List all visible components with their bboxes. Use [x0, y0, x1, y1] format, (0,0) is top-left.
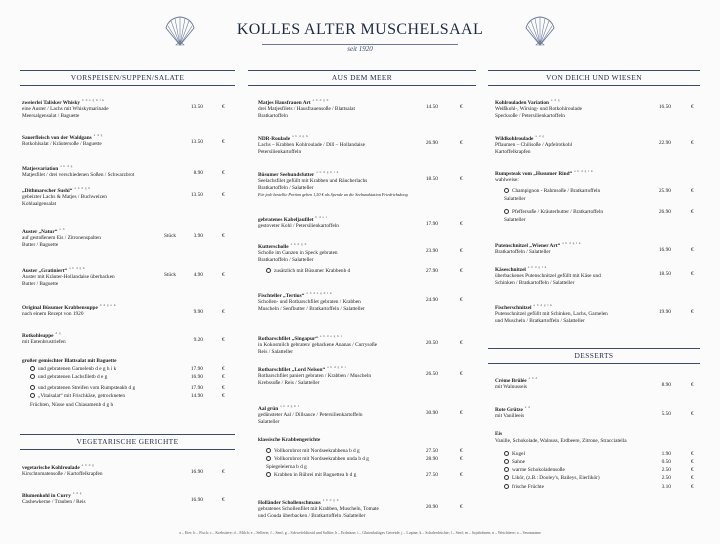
item-description: Lachs – Krabben Kohlroulade / Dill – Hollandaise — [258, 142, 365, 149]
sub-option-text: und gebratenen Garnelen — [38, 366, 92, 372]
euro-sign: € — [691, 459, 694, 465]
item-name: Blumenkohl in Curry — [22, 492, 71, 499]
menu-item — [258, 214, 426, 230]
euro-sign: € — [222, 496, 225, 503]
sub-option — [504, 217, 525, 224]
euro-sign: € — [691, 139, 694, 146]
item-description: Weißkohl-, Wirsing- und Rotkohlroulade — [495, 106, 582, 113]
menu-item — [495, 404, 655, 420]
item-price: 18.50 — [425, 175, 438, 182]
allergen-codes: a d g — [72, 491, 82, 495]
euro-sign: € — [691, 381, 694, 388]
item-description: gebratenes Schollenfilet mit Krabben, Muscheln, Tomate — [258, 506, 379, 513]
allergen-codes: a b d g — [81, 463, 95, 467]
sub-option — [266, 464, 307, 471]
sub-option — [266, 472, 356, 479]
allergen-codes: a b d g — [60, 164, 73, 168]
item-description: Kohlaalgensalat — [22, 200, 57, 207]
item-name: „Dithmarscher Sushi“ — [22, 187, 73, 194]
item-description: in Kokosmilch gebraten/ gebackene Ananas / Currysoße — [258, 342, 378, 349]
item-price: 16.90 — [190, 496, 203, 503]
item-description: Specksoße / Petersilienkartoffeln — [495, 112, 565, 119]
euro-sign: € — [222, 169, 225, 176]
item-name: klassische Krabbengerichte — [258, 437, 321, 443]
item-description: gestoveter Kohl / Petersilienkartoffeln — [258, 223, 339, 230]
allergen-codes: a b d g i k — [527, 265, 547, 269]
section-heading-vegetarisch: VEGETARISCHE GERICHTE — [20, 434, 235, 450]
item-description: und Gouda überbacken / Bratkartoffeln /Salatteller — [258, 512, 366, 519]
euro-sign: € — [460, 370, 463, 377]
euro-sign: € — [222, 336, 225, 343]
allergen-codes: a b d g h — [292, 134, 309, 138]
sub-option-price: 3.10 — [661, 484, 671, 490]
allergen-codes: a d g — [550, 98, 561, 102]
allergen-codes: a b d g h — [74, 186, 91, 190]
sub-option — [504, 196, 525, 203]
item-name: Auster „Gratiniert“ — [22, 267, 68, 274]
sub-option — [30, 402, 113, 409]
allergen-codes: a b d g — [341, 472, 357, 478]
sub-option-price: 17.90 — [190, 366, 203, 372]
item-name: Aal grün — [258, 405, 279, 412]
item-description: Butter / Baguette — [22, 241, 59, 248]
allergen-codes: a b d g i k — [562, 241, 582, 245]
sub-option — [30, 385, 135, 392]
item-price: 13.50 — [190, 138, 203, 145]
item-description: Salatteller — [258, 418, 280, 425]
euro-sign: € — [460, 409, 463, 416]
item-description: Seelachsfilet gefüllt mit Krabben und Räucherlachs — [258, 178, 368, 185]
sub-option-price: 14.90 — [190, 393, 203, 399]
allergen-codes: a b d g — [292, 464, 307, 470]
item-price: 26.90 — [425, 139, 438, 146]
euro-sign: € — [691, 209, 694, 215]
sub-option-price: 27.90 — [425, 268, 438, 274]
bullet-icon — [30, 374, 35, 379]
section-heading-meer: AUS DEM MEER — [248, 70, 476, 86]
sub-option-text: Champignon - Rahmsoße / Bratkartoffeln — [512, 188, 601, 194]
item-price: 14.50 — [425, 103, 438, 110]
sub-option — [266, 448, 360, 455]
item-name: Holländer Schollenschmaus — [258, 499, 321, 506]
euro-sign: € — [222, 191, 225, 198]
sub-option — [504, 484, 544, 491]
item-name: Rumpsteak vom „Husumer Rind“ — [495, 170, 573, 177]
allergen-codes: a d g — [93, 133, 103, 137]
euro-sign: € — [222, 232, 225, 239]
menu-item — [258, 364, 426, 387]
item-price: 20.90 — [425, 503, 438, 510]
bullet-icon — [30, 393, 35, 398]
euro-sign: € — [691, 451, 694, 457]
euro-sign: € — [691, 246, 694, 253]
item-name: Rotbarschfilet „Singapur“ — [258, 335, 318, 342]
item-description: nach einem Rezept von 1920 — [22, 311, 84, 318]
allergen-codes: b d g e k — [99, 303, 117, 307]
restaurant-title: KOLLES ALTER MUSCHELSAAL — [236, 21, 484, 38]
allergen-codes: a b d e g h i k — [306, 291, 333, 295]
euro-sign: € — [691, 484, 694, 490]
menu-item — [22, 302, 172, 318]
item-price: 24.90 — [425, 296, 438, 303]
item-description: gebeizter Lachs & Matjes / Buchweizen — [22, 194, 107, 201]
sub-option-text: Früchten, Nüsse und Chiasamen — [30, 402, 99, 408]
item-name: Matjesvariation — [22, 165, 59, 172]
euro-sign: € — [222, 374, 225, 380]
sub-option-text: und gebratenen Streifen vom Rumpsteak — [38, 385, 125, 391]
sub-option-price: 25.90 — [658, 188, 671, 194]
sub-option — [504, 467, 565, 474]
euro-sign: € — [691, 467, 694, 473]
item-price: 9.90 — [193, 308, 203, 315]
section-heading-desserts: DESSERTS — [488, 348, 700, 364]
allergen-codes: b d e g h i k — [91, 366, 117, 372]
sub-option-price: 26.90 — [658, 209, 671, 215]
item-price: 4.90 — [193, 271, 203, 278]
item-price: 23.90 — [425, 247, 438, 254]
item-description: gedünsteter Aal / Dillsauce / Petersilienkartoffeln — [258, 412, 363, 419]
item-price: 8.90 — [661, 381, 671, 388]
item-name: Kohlrouladen Variation — [495, 99, 549, 106]
item-description: Petersilienkartoffeln — [258, 148, 302, 155]
euro-sign: € — [691, 308, 694, 315]
bullet-icon — [266, 448, 271, 453]
euro-sign: € — [460, 448, 463, 454]
sub-option-text: Vollkornbrot mit Nordseekrabben — [274, 448, 346, 454]
menu-item — [258, 169, 426, 198]
allergen-codes: a b d — [528, 376, 538, 380]
menu-item — [495, 302, 650, 325]
sub-option-price: 27.50 — [425, 448, 438, 454]
item-description: Schollen- und Rotbarschfilet gebraten / Krabben — [258, 299, 361, 306]
euro-sign: € — [460, 296, 463, 303]
sub-option-price: 28.90 — [425, 456, 438, 462]
menu-item — [495, 431, 655, 444]
menu-item — [495, 240, 650, 256]
menu-item — [258, 333, 426, 356]
item-name: NDR-Roulade — [258, 135, 291, 142]
menu-item — [495, 264, 650, 287]
euro-sign: € — [460, 268, 463, 274]
euro-sign: € — [460, 503, 463, 510]
sub-option-text: frische Früchte — [512, 484, 544, 490]
sub-option — [504, 475, 600, 482]
section-heading-deich: VON DEICH UND WIESEN — [488, 70, 700, 86]
item-price: 13.50 — [190, 103, 203, 110]
allergen-codes: a b d g h i k — [316, 170, 339, 174]
euro-sign: € — [222, 308, 225, 315]
menu-item — [495, 375, 655, 391]
bullet-icon — [504, 209, 509, 214]
item-price: 3.90 — [193, 232, 203, 239]
item-name: Original Büsumer Krabbensuppe — [22, 304, 98, 311]
item-description: Bratkartoffeln — [258, 112, 288, 119]
sub-option-text: Likör, (z.B.: Dooley's, Baileys, Eierlikör) — [512, 475, 600, 481]
item-name: Matjes Hausfrauen Art — [258, 99, 311, 106]
sub-option-text: Vollkornbrot mit Nordseekrabben und — [274, 456, 355, 462]
allergen-codes: a b d g k — [69, 266, 86, 270]
bullet-icon — [266, 472, 271, 477]
item-price: 22.90 — [658, 139, 671, 146]
menu-item — [258, 403, 426, 426]
section-heading-vorspeisen: VORSPEISEN/SUPPEN/SALATE — [20, 70, 235, 86]
sub-option-price: 1.90 — [661, 451, 671, 457]
item-name: Auster „Natur“ — [22, 228, 58, 235]
item-unit: Stück — [164, 271, 177, 278]
bullet-icon — [30, 385, 35, 390]
euro-sign: € — [460, 220, 463, 227]
item-name: Wildkohlroulade — [495, 135, 534, 142]
item-name: Fischteller „Tertius“ — [258, 292, 305, 299]
menu-item — [258, 241, 426, 264]
euro-sign: € — [460, 247, 463, 254]
euro-sign: € — [691, 103, 694, 110]
item-price: 13.50 — [190, 191, 203, 198]
restaurant-subtitle: seit 1920 — [347, 45, 373, 53]
allergen-codes: b d e g — [93, 374, 108, 380]
item-price: 16.90 — [658, 246, 671, 253]
sub-option-price: 2.50 — [661, 467, 671, 473]
euro-sign: € — [222, 271, 225, 278]
item-price: 9.20 — [193, 336, 203, 343]
item-price: 5.50 — [661, 410, 671, 417]
sub-option-text: Salatteller — [504, 217, 526, 223]
item-description: Vanille, Schokolade, Walnuss, Erdbeere, Zitrone, Stracciatella — [495, 437, 627, 444]
sub-option-text: zusätzlich mit Büsumer Krabben — [274, 268, 344, 274]
sub-option-text: und gebratenen Lachsfilet — [38, 374, 94, 380]
sub-option-text: Pfeffersoße / Kräuterbutter / Bratkartoffeln — [512, 209, 603, 215]
item-name: Rote Grütze — [495, 406, 523, 413]
bullet-icon — [266, 456, 271, 461]
menu-item — [258, 290, 426, 313]
menu-item — [258, 133, 426, 156]
item-description: Auster mit Kräuter-Hollandaise überbacken — [22, 274, 115, 281]
item-name: Fischerschnitzel — [495, 304, 532, 311]
item-description: Kirschtomatensoße / Kartoffelkrapfen — [22, 471, 103, 478]
allergen-codes: a d g — [535, 134, 545, 138]
euro-sign: € — [222, 103, 225, 110]
item-name: zweierlei Talisker Whisky — [22, 99, 81, 106]
allergen-codes: b d e i — [315, 215, 328, 219]
euro-sign: € — [691, 475, 694, 481]
sub-option — [504, 459, 525, 466]
menu-item — [22, 358, 172, 365]
sub-option-text: warme Schokoladensoße — [512, 467, 565, 473]
allergen-codes: b d g h — [98, 402, 114, 408]
menu-item — [258, 497, 426, 520]
allergen-codes: a b d g — [354, 456, 369, 462]
item-description: Kartoffelkrapfen — [495, 148, 531, 155]
allergen-codes: d g — [55, 331, 62, 335]
menu-item — [258, 97, 426, 120]
menu-item — [22, 163, 172, 179]
euro-sign: € — [222, 366, 225, 372]
menu-item — [22, 185, 172, 208]
item-name: Rotbarschfilet „Lord Nelson“ — [258, 366, 326, 373]
item-price: 16.50 — [658, 103, 671, 110]
allergen-codes: a d — [524, 405, 531, 409]
item-name: Crème Brûlée — [495, 377, 527, 384]
item-name: Käseschnitzel — [495, 266, 526, 273]
allergen-codes: a b d g h — [312, 98, 329, 102]
item-price: 30.90 — [425, 409, 438, 416]
item-description: Bratkartoffeln / Salatteller — [258, 184, 314, 191]
allergen-codes: b d — [343, 268, 351, 274]
item-description: Butter / Baguette — [22, 280, 59, 287]
sub-option-price: 0.50 — [661, 459, 671, 465]
item-description: eine Auster / Lachs mit Whiskymarinade — [22, 106, 109, 113]
item-name: vegetarische Kohlroulade — [22, 464, 80, 471]
item-description: mit Vanilleeis — [495, 413, 525, 420]
menu-item — [22, 226, 172, 249]
allergen-codes: a b d e g h i — [319, 334, 343, 338]
sub-option-text: Krabben in Rührei mit Baguette — [274, 472, 342, 478]
menu-item — [495, 133, 650, 156]
item-name: Büsumer Seehundsfutter — [258, 171, 315, 178]
item-description: Scholle im Ganzen in Speck gebraten — [258, 250, 338, 257]
item-description: drei Matjesfilets / Hausfrauensoße / Blattsalat — [258, 106, 355, 113]
menu-item — [22, 265, 172, 288]
bullet-icon — [504, 459, 509, 464]
item-name: gebratenes Kabeljaufilet — [258, 216, 314, 223]
item-description: Putenschnitzel gefüllt mit Schinken, Lachs, Garnelen — [495, 311, 608, 318]
allergen-codes: a b d g h — [322, 498, 339, 502]
sub-option-text: Spiegeleiern — [266, 464, 293, 470]
euro-sign: € — [460, 339, 463, 346]
sub-option — [30, 393, 125, 400]
menu-item — [495, 97, 650, 120]
item-description: Rotkohlsalat / Kräutersoße / Baguette — [22, 141, 102, 148]
item-description: Bratkartoffeln / Salatteller — [258, 256, 314, 263]
sub-option-text: Sahne — [512, 459, 525, 465]
euro-sign: € — [460, 472, 463, 478]
euro-sign: € — [460, 103, 463, 110]
menu-item — [22, 132, 172, 148]
allergen-codes: b d g — [124, 385, 136, 391]
scallop-shell-icon — [523, 14, 557, 48]
item-description: wahlweise: — [495, 177, 519, 184]
sub-option — [504, 451, 525, 458]
item-description: Rotbarschfilet paniert gebraten / Krabben / Muscheln — [258, 373, 371, 380]
bullet-icon — [504, 451, 509, 456]
euro-sign: € — [222, 393, 225, 399]
sub-option-text: Salatteller — [504, 196, 526, 202]
menu-item — [495, 168, 650, 184]
menu-header — [0, 0, 720, 62]
sub-option-price: 2.50 — [661, 475, 671, 481]
menu-item — [22, 462, 172, 478]
euro-sign: € — [222, 385, 225, 391]
item-price: 16.90 — [190, 468, 203, 475]
euro-sign: € — [460, 139, 463, 146]
item-note: Für jede bestellte Portion geben 1,50 € als Spende an die Seehundstation Friedrichskoog — [258, 191, 408, 197]
item-description: Meersalgensalat / Baguette — [22, 112, 80, 119]
item-description: Matjesfilet / drei verschiedenen Soßen / Schwarzbrot — [22, 172, 135, 179]
item-description: Krebssoße / Reis / Salatteller — [258, 379, 320, 386]
sub-option — [504, 188, 600, 195]
sub-option — [266, 268, 350, 275]
item-name: Putenschnitzel „Wiener Art“ — [495, 242, 561, 249]
allergen-codes: b d e g h i k — [82, 98, 105, 102]
item-price: 8.90 — [193, 169, 203, 176]
bullet-icon — [504, 467, 509, 472]
allergen-codes: a b d g h i — [327, 365, 347, 369]
allergen-codes: a b d g i k — [574, 169, 594, 173]
item-description: überbackenes Putenschnitzel gefüllt mit Käse und — [495, 273, 601, 280]
bullet-icon — [30, 366, 35, 371]
item-name: großer gemischter Blattsalat mit Baguette — [22, 358, 117, 364]
allergen-codes: a b — [59, 227, 65, 231]
euro-sign: € — [460, 456, 463, 462]
item-description: Muscheln / Senfbutter / Bratkartoffeln / Salatteller — [258, 305, 365, 312]
item-description: mit Walnusseis — [495, 384, 527, 391]
menu-item — [22, 330, 172, 346]
sub-option — [504, 209, 603, 216]
item-description: mit Entenbrustriefen — [22, 339, 66, 346]
allergen-codes: a b d g i k — [533, 303, 553, 307]
item-description: Cashewkerne / Trauben / Reis — [22, 499, 86, 506]
item-price: 26.50 — [425, 370, 438, 377]
item-name: Kutterscholle — [258, 243, 289, 250]
menu-item — [22, 97, 172, 120]
bullet-icon — [266, 268, 271, 273]
item-description: Reis / Salatteller — [258, 348, 294, 355]
bullet-icon — [504, 188, 509, 193]
item-name: Eis — [495, 431, 503, 437]
euro-sign: € — [222, 468, 225, 475]
allergen-codes: a b d g h — [290, 242, 307, 246]
item-price: 19.90 — [658, 308, 671, 315]
sub-option — [30, 366, 116, 373]
bullet-icon — [504, 475, 509, 480]
euro-sign: € — [691, 188, 694, 194]
sub-option-price: 16.90 — [190, 374, 203, 380]
item-description: Schinken / Bratkartoffeln / Salatteller — [495, 279, 575, 286]
menu-item — [22, 490, 172, 506]
item-description: Pflaumen – Chilisoße / Apfelrotkohl — [495, 142, 573, 149]
sub-option — [30, 374, 107, 381]
sub-option-text: Kugel — [512, 451, 525, 457]
allergen-codes: a b d g h i — [280, 404, 300, 408]
euro-sign: € — [691, 270, 694, 277]
item-name: Sauerfleisch von der Waldgans — [22, 134, 92, 141]
sub-option-price: 17.90 — [190, 385, 203, 391]
euro-sign: € — [460, 175, 463, 182]
item-unit: Stück — [164, 232, 177, 239]
item-price: 17.90 — [425, 220, 438, 227]
item-name: Rotkohlsuppe — [22, 332, 54, 339]
allergen-codes: a b d g — [345, 448, 360, 454]
item-description: Bratkartoffeln / Salatteller — [495, 249, 551, 256]
sub-option-price: 27.50 — [425, 472, 438, 478]
item-description: auf gestoßenem Eis / Zitronenspalten — [22, 235, 101, 242]
sub-option-text: „Vitalsalat“ mit Frischkäse, getrockneten — [38, 393, 126, 399]
euro-sign: € — [222, 138, 225, 145]
bullet-icon — [504, 484, 509, 489]
sub-option — [266, 456, 369, 463]
euro-sign: € — [691, 410, 694, 417]
item-price: 20.50 — [425, 339, 438, 346]
item-description: und Muscheln / Bratkartoffeln / Salatteller — [495, 317, 585, 324]
allergen-legend: a – Eier; b – Fisch; c – Krebstiere; d – Milch; e – Sellerie; f – Senf; g – Schwefeldioxid und Sulfite; h – Erdnüsse; i – Glutenhaltiges Getreide; j – Lupine; k – Schalenfrüchte; l – Senf; m – Sojabohnen; n – Weichtiere; o – Sesamsame — [179, 531, 541, 535]
menu-item — [258, 437, 426, 444]
item-price: 18.50 — [658, 270, 671, 277]
